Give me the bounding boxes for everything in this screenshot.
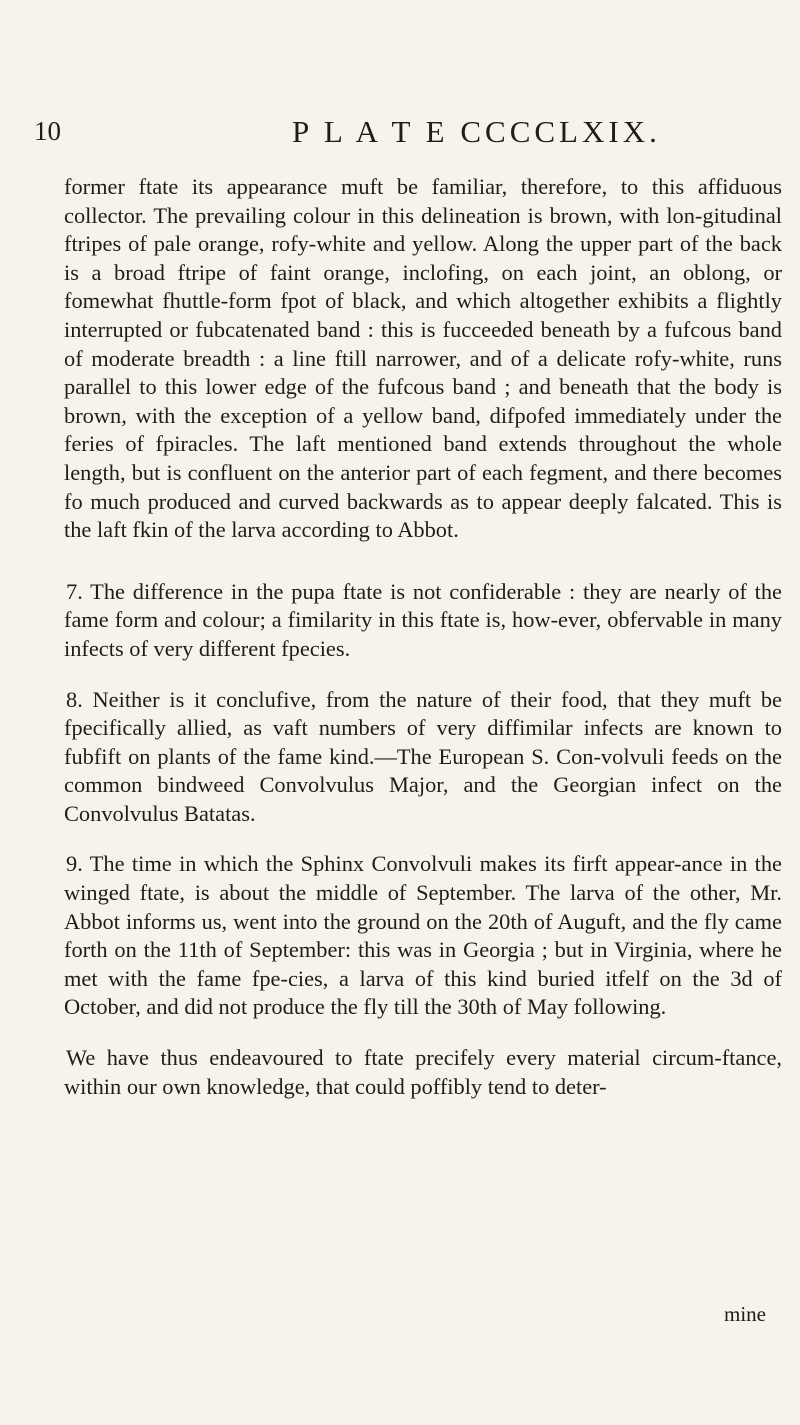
body-text (64, 173, 782, 1123)
paragraph-larva-description: former ftate its appearance muft be familiar, therefore, to this affiduous collector. The prevailing colour in this delineation is brown, with lon-gitudinal ftripes of pale orange, rofy-white and yellow. Along the upper part of the back is a broad ftripe of faint orange, inclofing, on each joint, an oblong, or fomewhat fhuttle-form fpot of black, and which altogether exhibits a flightly interrupted or fubcatenated band : this is fucceeded beneath by a fufcous band of moderate breadth : a line ftill narrower, and of a delicate rofy-white, runs parallel to this lower edge of the fufcous band ; and beneath that the body is brown, with the exception of a yellow band, difpofed immediately under the feries of fpiracles. The laft mentioned band extends throughout the whole length, but is confluent on the anterior part of each fegment, and there becomes fo much produced and curved backwards as to appear deeply falcated. This is the laft fkin of the larva according to Abbot. (64, 174, 782, 543)
paragraph-9: 9. The time in which the Sphinx Convolvuli makes its firft appear-ance in the winged ftate, is about the middle of September. The larva of the other, Mr. Abbot informs us, went into the ground on the 20th of Auguft, and the fly came forth on the 11th of September: this was in Georgia ; but in Virginia, where he met with the fame fpe-cies, a larva of this kind buried itfelf on the 3d of October, and did not produce the fly till the 30th of May following. (64, 851, 782, 1020)
page-number: 10 (34, 116, 61, 146)
paragraph-7: 7. The difference in the pupa ftate is not confiderable : they are nearly of the fame form and colour; a fimilarity in this ftate is, how-ever, obfervable in many infects of very different fpecies. (64, 578, 782, 661)
running-title: P L A T E CCCCLXIX. (292, 114, 661, 149)
catchword: mine (724, 1302, 766, 1326)
page-header (34, 114, 774, 154)
paragraph-closing: We have thus endeavoured to ftate precifely every material circum-ftance, within our own knowledge, that could poffibly tend to deter- (64, 1045, 782, 1099)
paragraph-8: 8. Neither is it conclufive, from the nature of their food, that they muft be fpecifically allied, as vaft numbers of very diffimilar infects are known to fubfift on plants of the fame kind.—The European S. Con-volvuli feeds on the common bindweed Convolvulus Major, and the Georgian infect on the Convolvulus Batatas. (64, 686, 782, 826)
